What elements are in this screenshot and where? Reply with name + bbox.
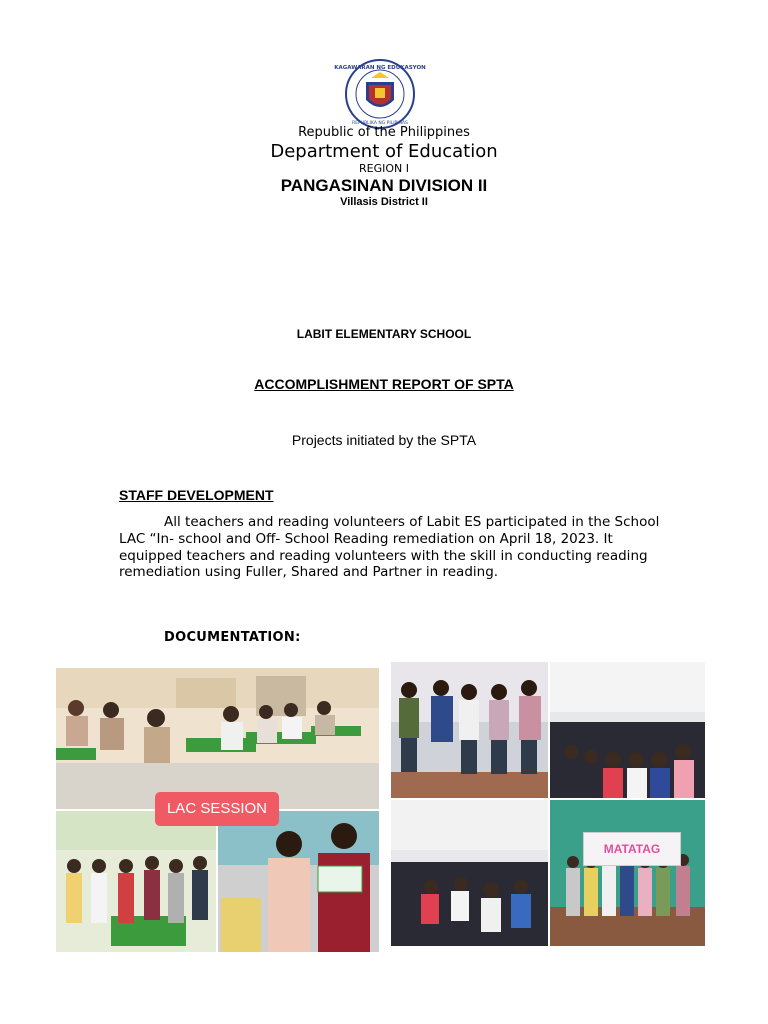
- division-title: PANGASINAN DIVISION II: [280, 176, 488, 195]
- matatag-banner-label: MATATAG: [583, 832, 681, 866]
- staff-development-heading: STAFF DEVELOPMENT: [119, 487, 274, 503]
- spta-activities-photo-collage: [391, 662, 705, 946]
- lac-session-label: LAC SESSION: [155, 792, 279, 826]
- seal-bottom-text: REPUBLIKA NG PILIPINAS: [352, 121, 408, 126]
- staff-development-paragraph: All teachers and reading volunteers of Labit ES participated in the School LAC “In- school and Off- School Reading remediation on April 18, 2023. It equipped teachers and reading volunteers with the skill in conducting reading remediation using Fuller, Shared and Partner in reading.: [119, 514, 660, 581]
- documentation-heading: DOCUMENTATION:: [164, 630, 301, 645]
- projects-subtitle: Projects initiated by the SPTA: [291, 432, 477, 448]
- republic-text: Republic of the Philippines: [298, 125, 470, 140]
- district-text: Villasis District II: [340, 196, 428, 208]
- department-title: Department of Education: [270, 141, 498, 162]
- school-name: LABIT ELEMENTARY SCHOOL: [296, 327, 472, 341]
- region-text: REGION I: [359, 162, 409, 175]
- seal-top-text: KAGAWARAN NG EDUKASYON: [334, 65, 426, 71]
- report-title: ACCOMPLISHMENT REPORT OF SPTA: [254, 376, 514, 392]
- deped-seal-logo: [334, 58, 426, 130]
